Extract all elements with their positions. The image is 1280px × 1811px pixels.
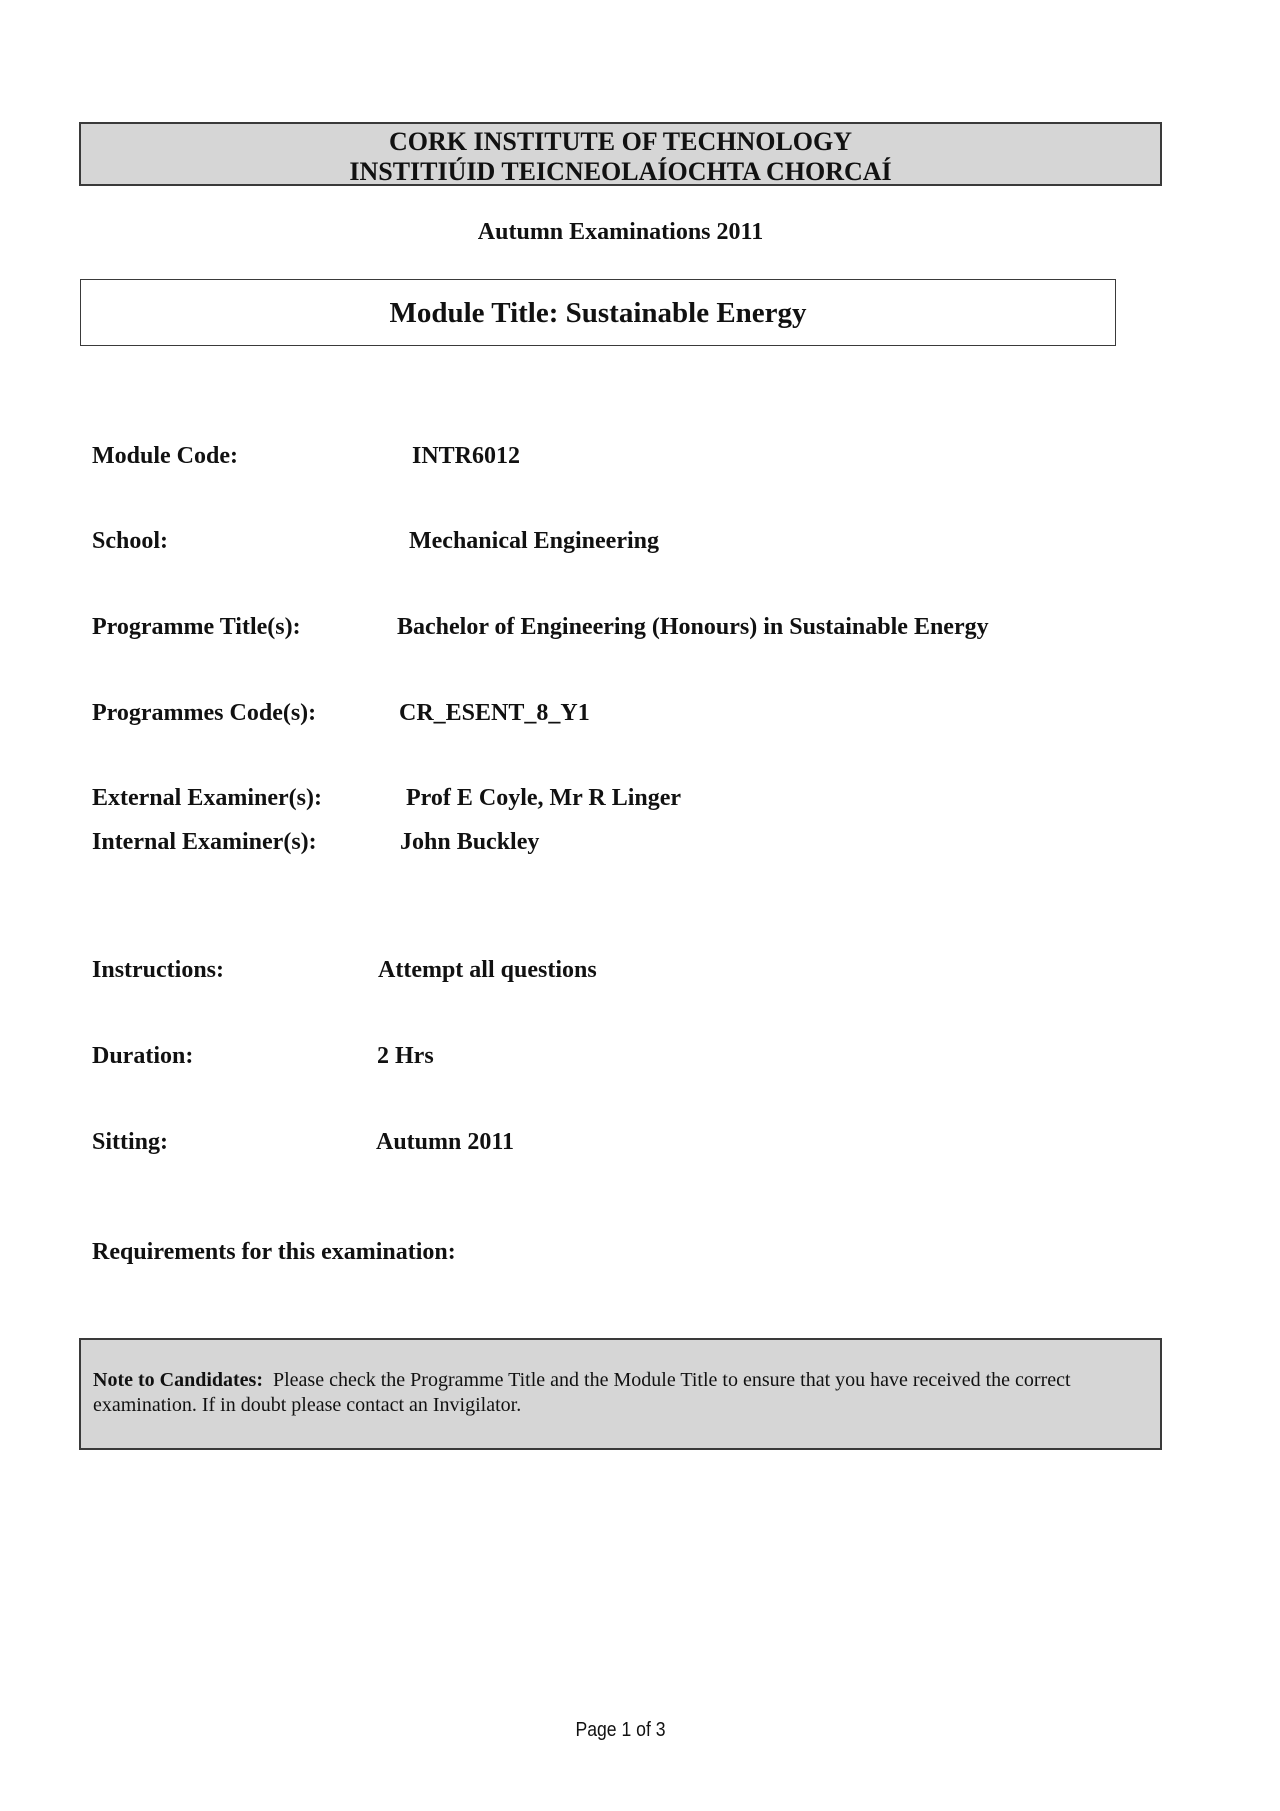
school-value: Mechanical Engineering	[409, 528, 659, 554]
requirements-label: Requirements for this examination:	[92, 1239, 456, 1265]
module-code-value: INTR6012	[412, 443, 521, 469]
sitting-label: Sitting:	[92, 1129, 169, 1155]
programme-title-label: Programme Title(s):	[92, 614, 301, 640]
module-title: Module Title: Sustainable Energy	[389, 297, 807, 329]
internal-examiner-value: John Buckley	[400, 829, 540, 855]
programmes-code-label: Programmes Code(s):	[92, 700, 317, 726]
exam-session-title: Autumn Examinations 2011	[477, 219, 764, 245]
institution-header	[79, 122, 1162, 186]
module-title-box	[80, 279, 1116, 346]
note-text: Please check the Programme Title and the Module Title to ensure that you have received the correct examination. If in doubt please contact an Invigilator.	[93, 1369, 1071, 1416]
programmes-code-value: CR_ESENT_8_Y1	[399, 700, 590, 726]
instructions-value: Attempt all questions	[378, 957, 597, 983]
school-label: School:	[92, 528, 169, 554]
institution-name-english: CORK INSTITUTE OF TECHNOLOGY	[388, 127, 853, 156]
external-examiner-value: Prof E Coyle, Mr R Linger	[406, 785, 682, 811]
page-number: Page 1 of 3	[575, 1719, 666, 1741]
note-title: Note to Candidates:	[93, 1369, 263, 1391]
duration-value: 2 Hrs	[377, 1043, 434, 1069]
module-code-label: Module Code:	[92, 443, 238, 469]
institution-name-irish: INSTITIÚID TEICNEOLAÍOCHTA CHORCAÍ	[349, 157, 892, 186]
internal-examiner-label: Internal Examiner(s):	[92, 829, 317, 855]
external-examiner-label: External Examiner(s):	[92, 785, 322, 811]
note-to-candidates-box	[79, 1338, 1162, 1450]
duration-label: Duration:	[92, 1043, 194, 1069]
sitting-value: Autumn 2011	[376, 1129, 515, 1155]
programme-title-value: Bachelor of Engineering (Honours) in Sustainable Energy	[397, 614, 989, 640]
instructions-label: Instructions:	[92, 957, 225, 983]
